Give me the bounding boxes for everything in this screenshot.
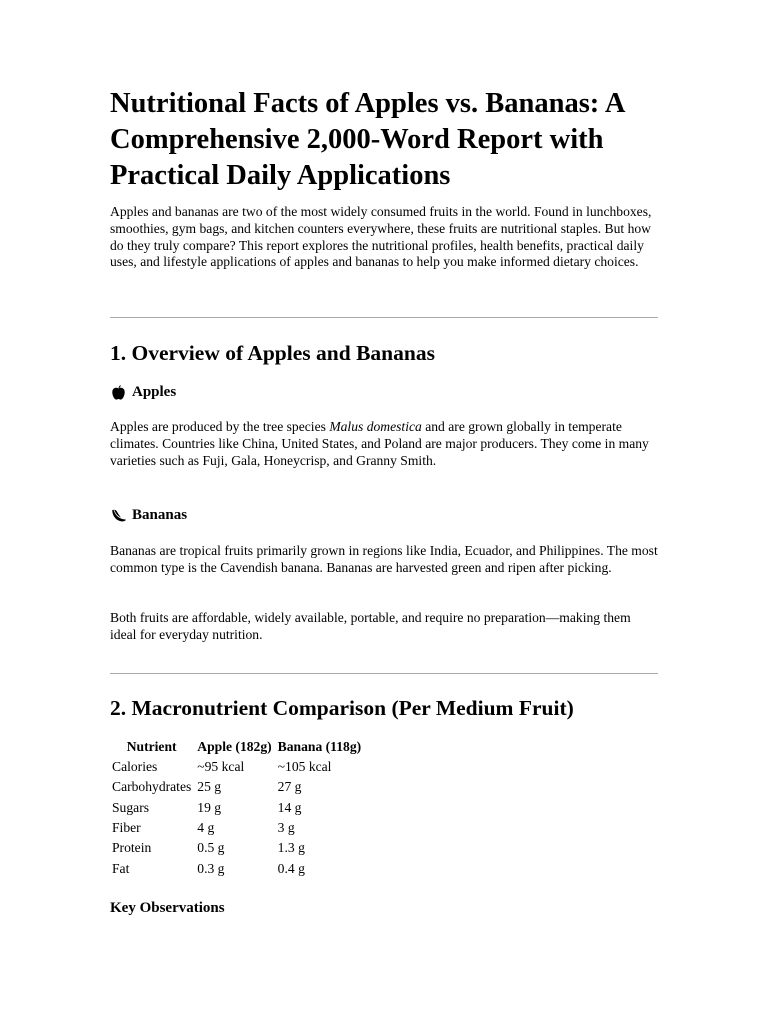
table-cell: 14 g xyxy=(277,799,302,815)
table-cell: Fiber xyxy=(112,820,141,836)
apples-text-end: and are grown globally in temperate climates. Countries like China, United States, and Poland are major producers. They come in many varieties such as Fuji, Gala, Honeycrisp, and Granny Smith. xyxy=(110,419,649,468)
bananas-paragraph: Bananas are tropical fruits primarily grown in regions like India, Ecuador, and Philippines. The most common type is the Cavendish banana. Bananas are harvested green and ripen after picking. xyxy=(110,543,658,575)
section-heading-macronutrients: 2. Macronutrient Comparison (Per Medium Fruit) xyxy=(110,696,574,720)
apples-paragraph xyxy=(110,419,658,469)
table-cell: Calories xyxy=(112,759,158,775)
subheading-bananas-label: Bananas xyxy=(132,507,188,523)
table-cell: 4 g xyxy=(197,820,215,836)
apple-icon xyxy=(110,384,127,401)
subheading-bananas xyxy=(110,505,187,525)
table-header-row xyxy=(110,737,365,757)
table-cell: 27 g xyxy=(277,779,302,795)
table-header-cell: Apple (182g) xyxy=(197,739,272,754)
table-row xyxy=(110,858,365,878)
table-cell: 0.5 g xyxy=(197,840,225,856)
table-row xyxy=(110,818,365,838)
table-cell: 25 g xyxy=(197,779,222,795)
table-cell: 19 g xyxy=(197,799,222,815)
page-title: Nutritional Facts of Apples vs. Bananas: A Comprehensive 2,000-Word Report with Practical Daily Applications xyxy=(110,88,624,191)
key-observations-heading: Key Observations xyxy=(110,900,225,916)
section-divider xyxy=(110,673,658,674)
table-cell: 0.4 g xyxy=(277,860,305,876)
macronutrient-table xyxy=(110,737,365,879)
table-cell: Fat xyxy=(112,860,130,876)
subheading-apples xyxy=(110,382,176,402)
banana-icon xyxy=(110,507,127,524)
table-row xyxy=(110,757,365,777)
table-row xyxy=(110,798,365,818)
table-cell: Carbohydrates xyxy=(112,779,192,795)
subheading-apples-label: Apples xyxy=(132,384,177,400)
table-cell: Protein xyxy=(112,840,152,856)
table-cell: Sugars xyxy=(112,799,150,815)
table-header-cell: Banana (118g) xyxy=(277,739,362,754)
table-cell: ~105 kcal xyxy=(277,759,332,775)
table-row xyxy=(110,777,365,797)
table-header-cell: Nutrient xyxy=(126,739,177,754)
table-row xyxy=(110,838,365,858)
fruits-summary-paragraph: Both fruits are affordable, widely available, portable, and require no preparation—making them ideal for everyday nutrition. xyxy=(110,610,631,642)
table-cell: 3 g xyxy=(277,820,295,836)
table-cell: ~95 kcal xyxy=(197,759,245,775)
table-cell: 0.3 g xyxy=(197,860,225,876)
intro-paragraph: Apples and bananas are two of the most widely consumed fruits in the world. Found in lunchboxes, smoothies, gym bags, and kitchen counters everywhere, these fruits are nutritional staples. But how do they truly compare? This report explores the nutritional profiles, health benefits, practical daily uses, and lifestyle applications of apples and bananas to help you make informed dietary choices. xyxy=(110,204,652,270)
section-heading-overview: 1. Overview of Apples and Bananas xyxy=(110,341,435,365)
table-cell: 1.3 g xyxy=(277,840,305,856)
apples-text-start: Apples are produced by the tree species xyxy=(110,419,330,434)
apple-species-name: Malus domestica xyxy=(329,419,422,434)
section-divider xyxy=(110,317,658,318)
